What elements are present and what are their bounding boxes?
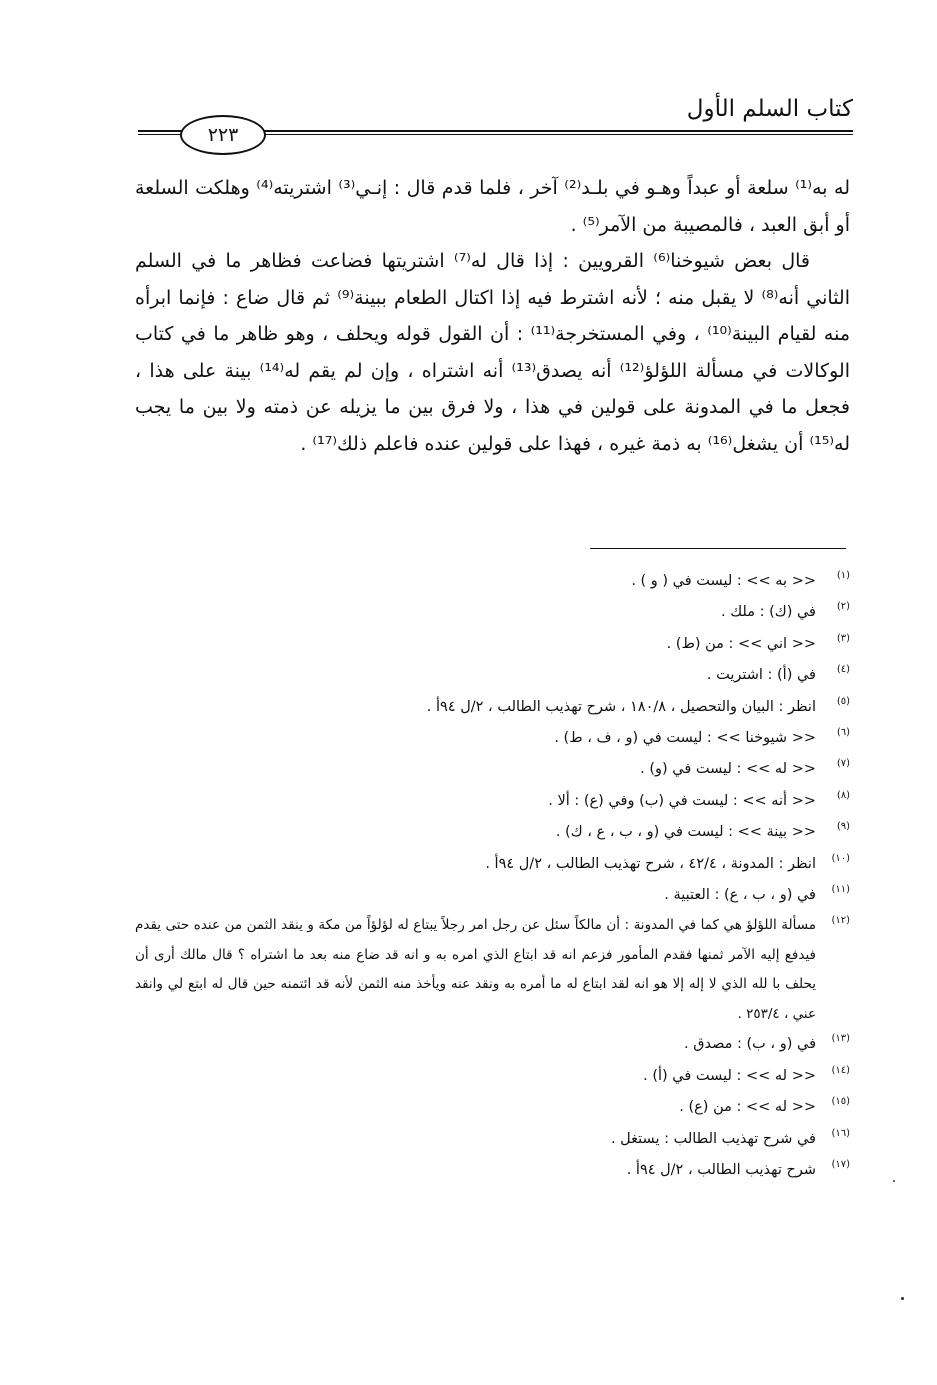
paragraph: قال بعض شيوخنا⁽⁶⁾ القرويين : إذا قال له⁽⁷⁾ اشتريتها فضاعت فظاهر ما في السلم الثاني أنه⁽⁸⁾ لا يقبل منه ؛ لأنه اشترط فيه إذا اكتال الطعام ببينة⁽⁹⁾ ثم قال ضاع : فإنما ابرأه منه لقيام البينة⁽¹⁰⁾ ، وفي المستخرجة⁽¹¹⁾ : أن القول قوله ويحلف ، وهو ظاهر ما في كتاب الوكالات في مسألة اللؤلؤ⁽¹²⁾ أنه يصدق⁽¹³⁾ أنه اشتراه ، وإن لم يقم له⁽¹⁴⁾ بينة على هذا ، فجعل ما في المدونة على قولين في هذا ، ولا فرق بين ما يزيله عن ذمته ولا بين ما يجب له⁽¹⁵⁾ أن يشغل⁽¹⁶⁾ به ذمة غيره ، فهذا على قولين عنده فاعلم ذلك⁽¹⁷⁾ .	[135, 250, 851, 455]
footnote-number: (٥)	[836, 695, 850, 707]
footnote	[135, 629, 850, 660]
footnote	[135, 849, 850, 880]
footnote-number: (١١)	[831, 884, 850, 896]
footnote-number: (١)	[836, 570, 850, 581]
footnote	[135, 1029, 850, 1060]
footnote-text: في (أ) : اشتريت .	[706, 667, 816, 684]
footnote-text: في (ك) : ملك .	[720, 604, 816, 621]
footnote	[135, 786, 850, 817]
footnote-text: << أنه >> : ليست في (ب) وفي (ع) : ألا .	[548, 792, 816, 809]
footnote-text: << له >> : ليست في (أ) .	[643, 1067, 816, 1084]
footnote-number: (٤)	[836, 664, 850, 676]
footnote-number: (٧)	[836, 758, 850, 770]
footnotes	[135, 566, 850, 1187]
footnote	[135, 911, 850, 1029]
footnote	[135, 817, 850, 848]
footnote-number: (٢)	[836, 601, 850, 613]
footnote-text: << شيوخنا >> : ليست في (و ، ف ، ط) .	[554, 730, 816, 747]
running-header-title: كتاب السلم الأول	[686, 96, 853, 122]
footnote-text: انظر : المدونة ، ٤٢/٤ ، شرح تهذيب الطالب ، ٢/ل ٩٤أ .	[485, 855, 816, 872]
footnote	[135, 597, 850, 628]
footnote-text: في (و ، ب) : مصدق .	[683, 1036, 816, 1053]
footnote	[135, 1155, 850, 1186]
footnote-text: انظر : البيان والتحصيل ، ١٨٠/٨ ، شرح تهذيب الطالب ، ٢/ل ٩٤أ .	[426, 698, 816, 715]
footnote	[135, 754, 850, 785]
footnote-number: (٣)	[836, 632, 850, 644]
footnote-text: شرح تهذيب الطالب ، ٢/ل ٩٤أ .	[626, 1162, 816, 1179]
footnote-number: (١٠)	[831, 852, 850, 864]
page-number: ٢٢٣	[207, 124, 239, 146]
footnote-text: في (و ، ب ، ع) : العتبية .	[664, 887, 816, 904]
footnote	[135, 723, 850, 754]
footnote-number: (١٦)	[831, 1127, 850, 1139]
scan-speck	[901, 1297, 904, 1300]
footnote	[135, 880, 850, 911]
footnote	[135, 1092, 850, 1123]
footnote-separator	[590, 548, 846, 549]
main-text	[135, 170, 850, 462]
footnote-text: في شرح تهذيب الطالب : يستغل .	[610, 1130, 816, 1147]
footnote	[135, 660, 850, 691]
paragraph: له به⁽¹⁾ سلعة أو عبداً وهـو في بلـد⁽²⁾ آخر ، فلما قدم قال : إنـي⁽³⁾ اشتريته⁽⁴⁾ وهلكت السلعة أو أبق العبد ، فالمصيبة من الآمر⁽⁵⁾ .	[135, 177, 851, 236]
footnote-text: << به >> : ليست في ( و ) .	[631, 573, 816, 589]
footnote-text: << بينة >> : ليست في (و ، ب ، ع ، ك) .	[555, 824, 816, 841]
footnote-number: (٨)	[836, 789, 850, 801]
footnote-number: (٩)	[836, 821, 850, 833]
footnote	[135, 1061, 850, 1092]
footnote	[135, 566, 850, 597]
footnote-number: (١٣)	[831, 1033, 850, 1045]
footnote-text: << له >> : ليست في (و) .	[640, 761, 816, 778]
footnote-number: (١٢)	[831, 915, 850, 927]
page-number-badge	[180, 115, 266, 155]
footnote	[135, 1124, 850, 1155]
footnote-number: (٦)	[836, 727, 850, 739]
footnote-number: (١٧)	[831, 1159, 850, 1171]
footnote-number: (١٥)	[831, 1096, 850, 1108]
footnote	[135, 692, 850, 723]
footnote-text: << اني >> : من (ط) .	[666, 635, 816, 652]
footnote-text: << له >> : من (ع) .	[679, 1099, 816, 1116]
footnote-text: مسألة اللؤلؤ هي كما في المدونة : أن مالكاً سئل عن رجل امر رجلاً يبتاع له لؤلؤاً من مكة و ينقد الثمن من عنده حتى يقدم فيدفع إليه الآمر ثمنها فقدم المأمور فزعم انه قد ابتاع الذي امره به و انه قد ضاع منه بعد ما اشتراه ؟ قال مالك أرى أن يحلف با لله الذي لا إله إلا هو انه لقد ابتاع له ما أمره به ونقد عنه ويأخذ منه الثمن لأنه قد ائتمنه حين قال له ابتع لي وانقد عني ، ٢٥٣/٤ .	[135, 917, 816, 1022]
footnote-number: (١٤)	[831, 1064, 850, 1076]
scan-speck	[893, 1180, 895, 1182]
